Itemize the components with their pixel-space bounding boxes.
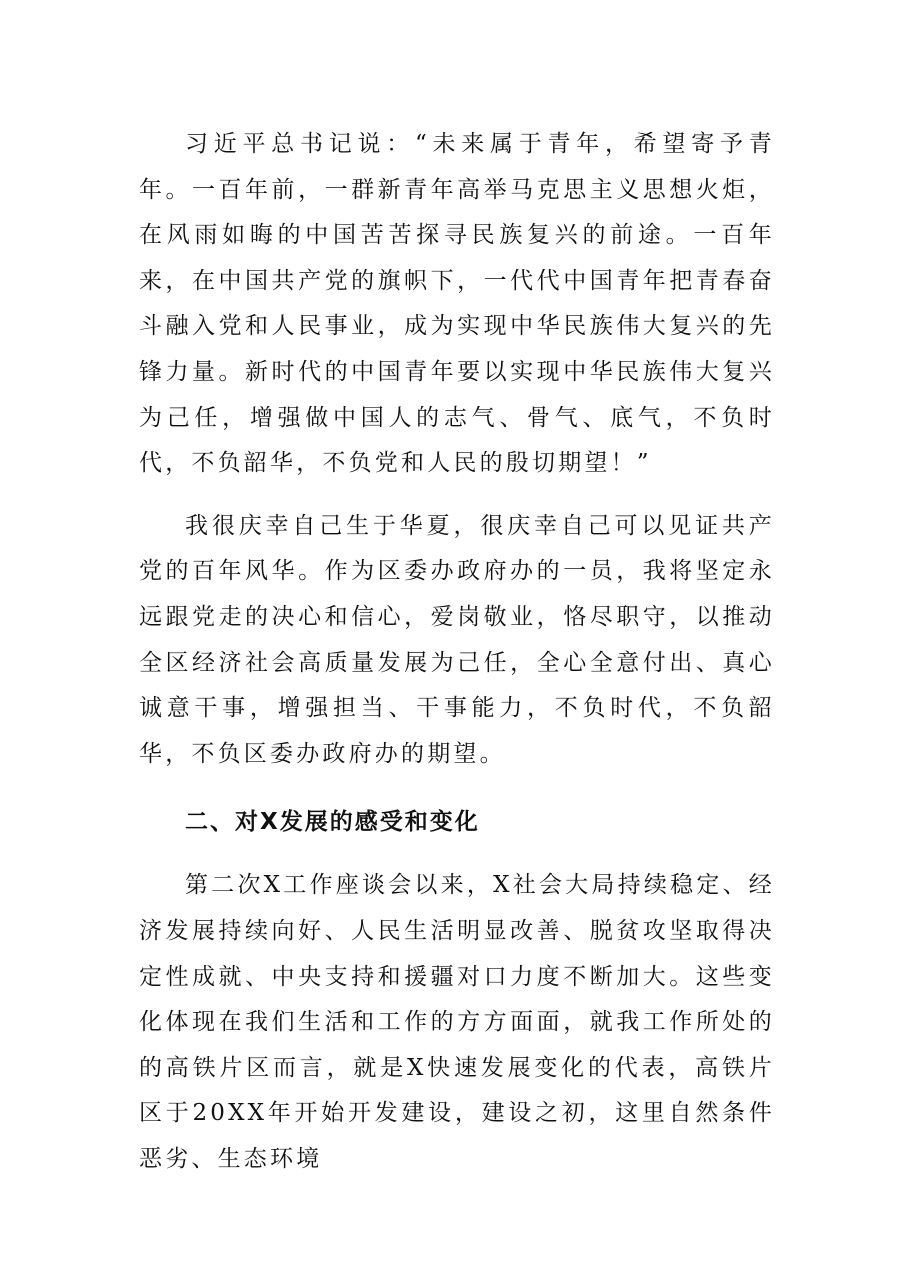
paragraph-development: 第二次X工作座谈会以来，X社会大局持续稳定、经济发展持续向好、人民生活明显改善、脱贫攻坚取得决定性成就、中央支持和援疆对口力度不断加大。这些变化体现在我们生活和工作的方方面面，就我工作所处的的高铁片区而言，就是X快速发展变化的代表，高铁片区于20XX年开始开发建设，建设之初，这里自然条件恶劣、生态环境 — [139, 872, 775, 1172]
paragraph-personal: 我很庆幸自己生于华夏，很庆幸自己可以见证共产党的百年风华。作为区委办政府办的一员，我将坚定永远跟党走的决心和信心，爱岗敬业，恪尽职守，以推动全区经济社会高质量发展为己任，全心全意付出、真心诚意干事，增强担当、干事能力，不负时代，不负韶华，不负区委办政府办的期望。 — [139, 512, 775, 767]
document-body — [139, 122, 775, 1182]
section-heading: 二、对X发展的感受和变化 — [185, 809, 480, 836]
paragraph-quote: 习近平总书记说：“未来属于青年，希望寄予青年。一百年前，一群新青年高举马克思主义思想火炬，在风雨如晦的中国苦苦探寻民族复兴的前途。一百年来，在中国共产党的旗帜下，一代代中国青年把青春奋斗融入党和人民事业，成为实现中华民族伟大复兴的先锋力量。新时代的中国青年要以实现中华民族伟大复兴为己任，增强做中国人的志气、骨气、底气，不负时代，不负韶华，不负党和人民的殷切期望！” — [139, 131, 775, 477]
